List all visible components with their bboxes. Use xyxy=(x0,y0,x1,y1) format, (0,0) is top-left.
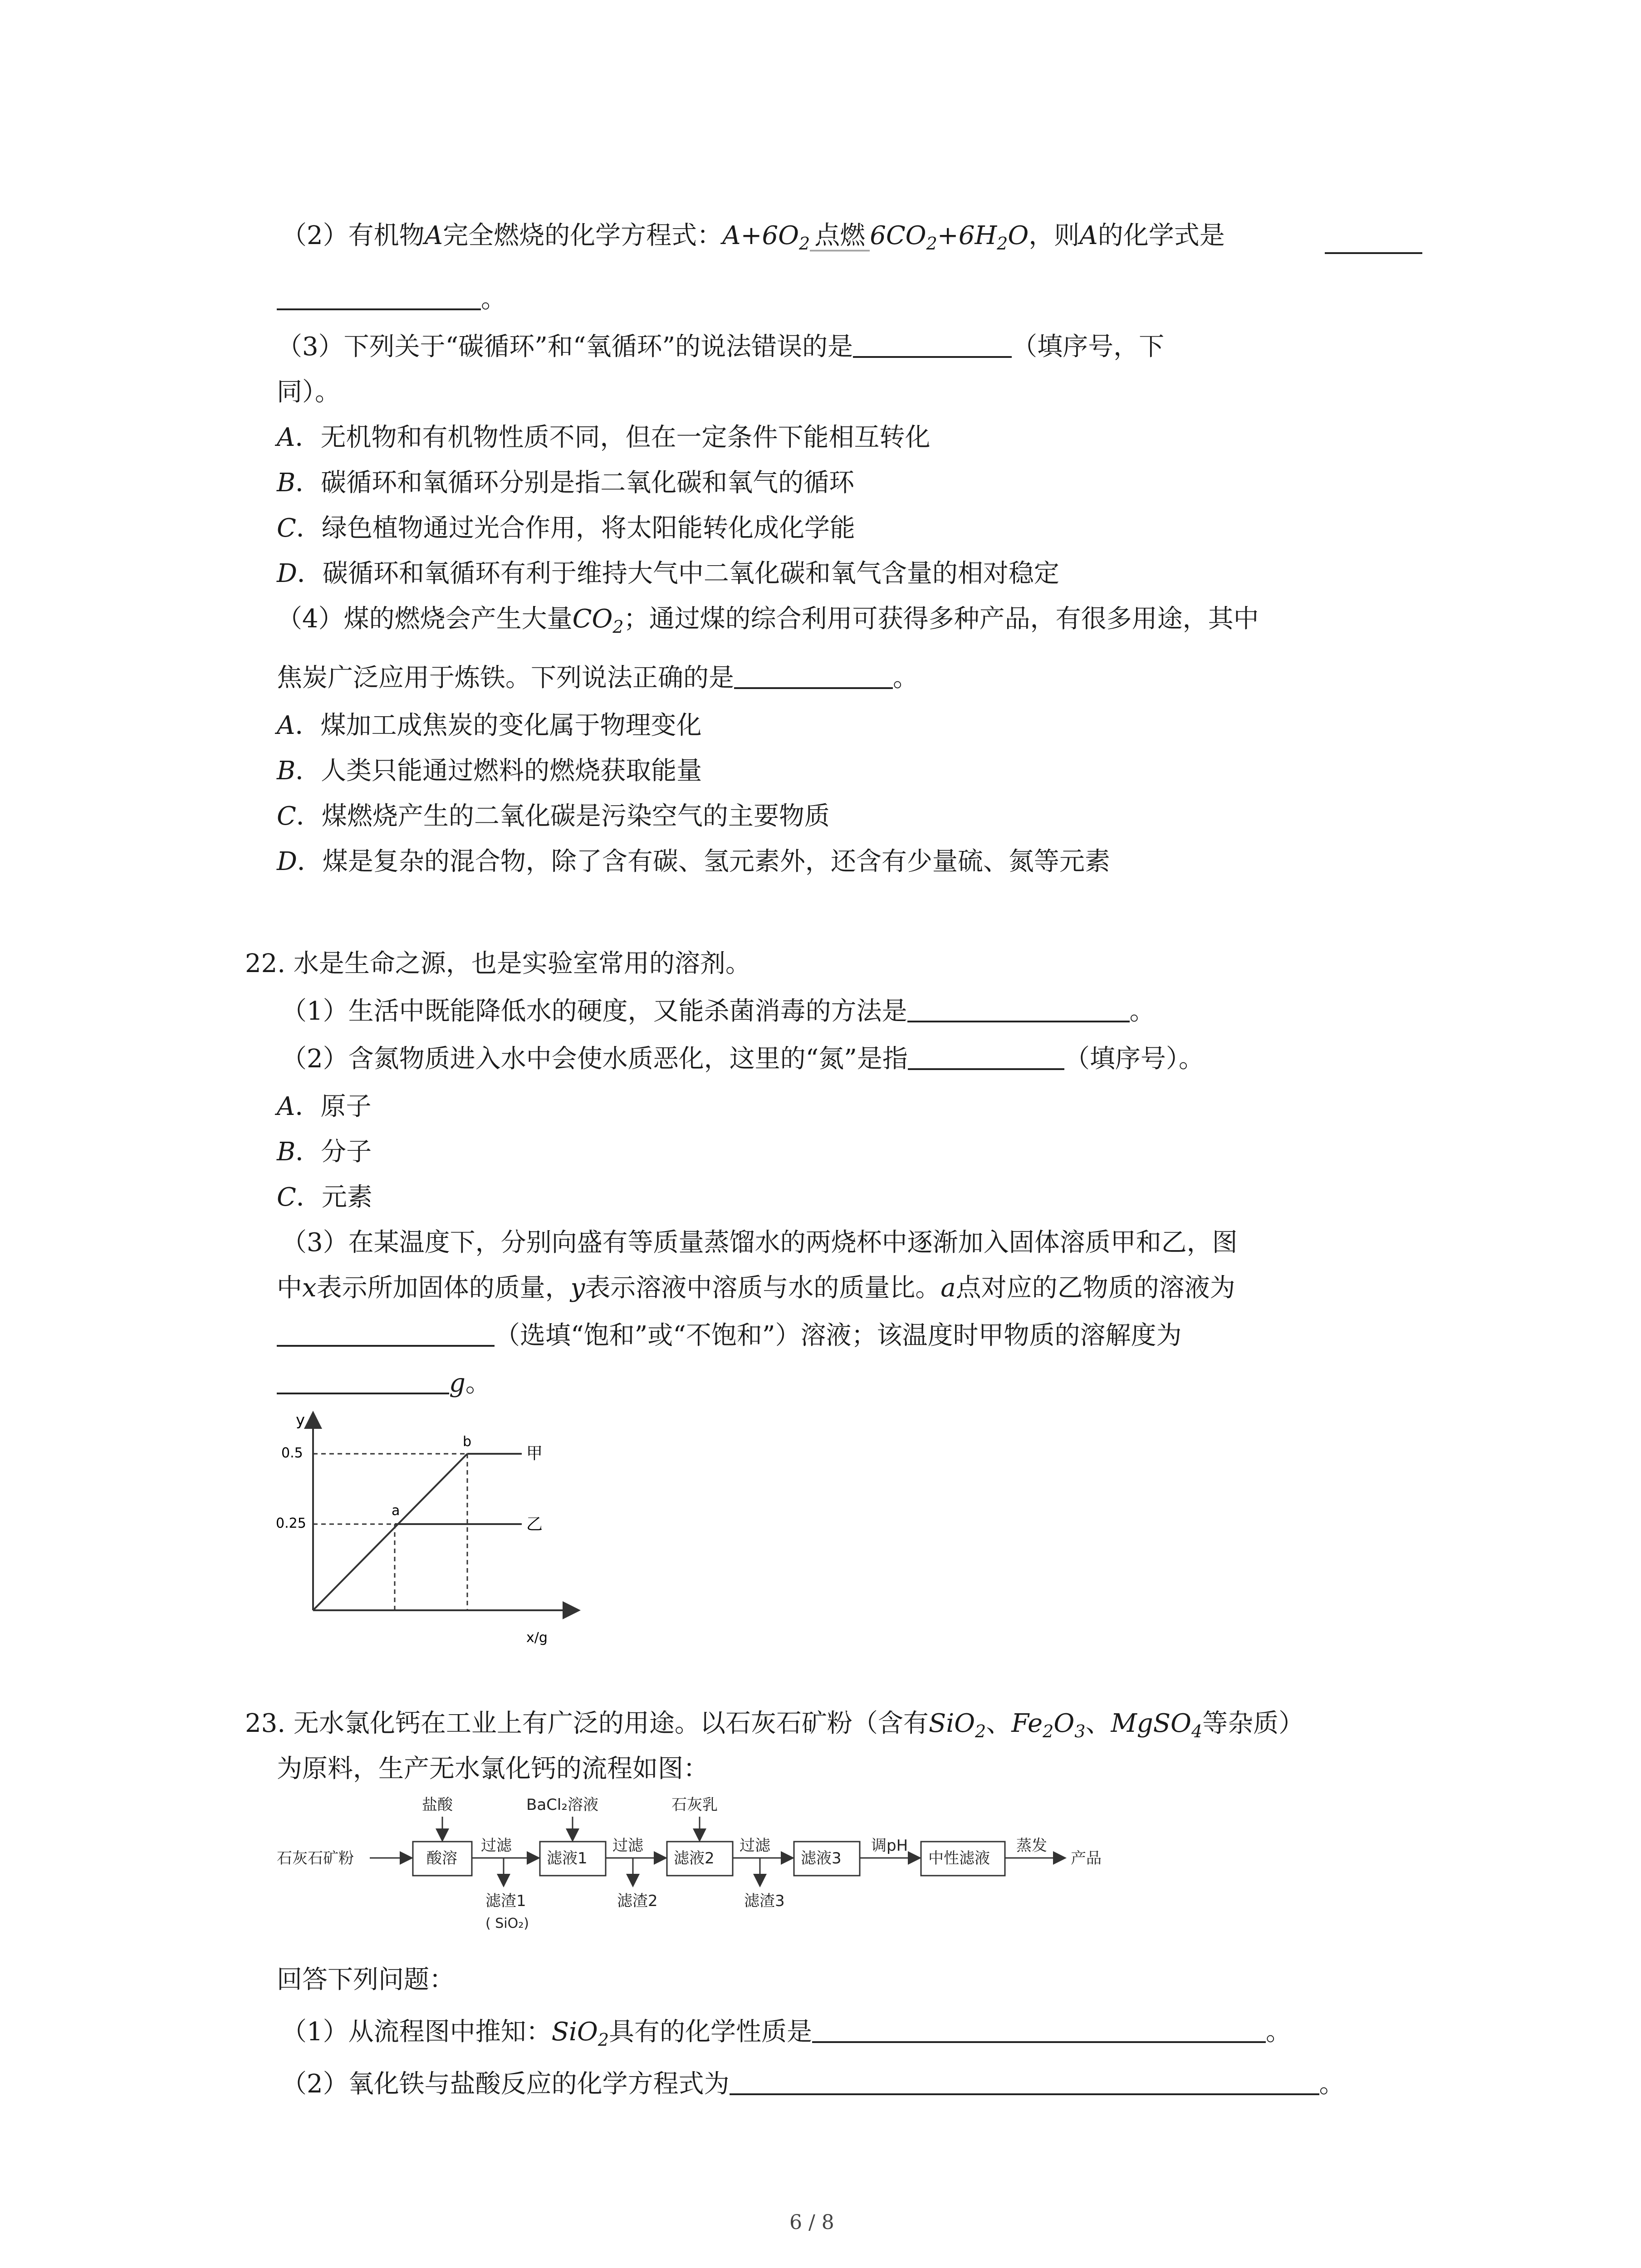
tick-label-0.25: 0.25 xyxy=(276,1515,306,1531)
q23-stem: 23. 无水氯化钙在工业上有广泛的用途。以石灰石矿粉（含有SiO$_2$、$Fe_2O_3$、MgSO$_4$等杂质） xyxy=(245,1709,1304,1741)
q21-p4-option-c: C．煤燃烧产生的二氧化碳是污染空气的主要物质 xyxy=(277,802,830,831)
answer-blank[interactable] xyxy=(812,2016,1266,2043)
flow-op-label: 蒸发 xyxy=(1016,1837,1047,1855)
q21-p3-option-b: B．碳循环和氧循环分别是指二氧化碳和氧气的循环 xyxy=(277,468,855,498)
answer-blank[interactable] xyxy=(1325,227,1422,254)
q22-option-c: C．元素 xyxy=(277,1183,372,1212)
q21-part3: （3）下列关于“碳循环”和“氧循环”的说法错误的是 （填序号，下 xyxy=(277,329,1164,365)
q21-p3-option-a: A．无机物和有机物性质不同，但在一定条件下能相互转化 xyxy=(277,423,931,452)
rising-line xyxy=(313,1454,467,1610)
series-jia-label: 甲 xyxy=(526,1444,543,1463)
flow-box-label: 滤液2 xyxy=(674,1849,715,1867)
solubility-graph xyxy=(263,1411,590,1660)
answer-blank[interactable] xyxy=(907,995,1130,1022)
flow-output-label: 滤渣1 xyxy=(485,1892,526,1910)
flow-end-label: 产品 xyxy=(1071,1849,1102,1867)
answer-blank[interactable] xyxy=(277,1367,449,1394)
q22-part3: （3）在某温度下，分别向盛有等质量蒸馏水的两烧杯中逐渐加入固体溶质甲和乙，图 xyxy=(281,1228,1238,1257)
flow-op-label: 调pH xyxy=(871,1837,908,1855)
q23-part2: （2）氧化铁与盐酸反应的化学方程式为 。 xyxy=(281,2066,1345,2102)
q21-part2: （2）有机物A完全燃烧的化学方程式：$A+6O_2$ 点燃 $6CO_2+6H_2O$，则A的化学式是 xyxy=(281,218,1225,254)
q21-p3-option-c: C．绿色植物通过光合作用，将太阳能转化成化学能 xyxy=(277,513,855,543)
equation-right: $6CO_2+6H_2O$ xyxy=(870,221,1029,254)
q23-part1: （1）从流程图中推知：SiO$_2$具有的化学性质是 。 xyxy=(281,2014,1291,2050)
q22-option-b: B．分子 xyxy=(277,1137,372,1167)
q21-part3-cont: 同）。 xyxy=(277,377,340,407)
q22-part3-line4: g。 xyxy=(277,1365,491,1402)
q21-p3-option-d: D．碳循环和氧循环有利于维持大气中二氧化碳和氧气含量的相对稳定 xyxy=(277,559,1059,588)
q21-p4-option-a: A．煤加工成焦炭的变化属于物理变化 xyxy=(277,711,702,740)
tick-label-0.5: 0.5 xyxy=(281,1445,303,1461)
flow-box-label: 酸溶 xyxy=(426,1849,457,1867)
q23-stem-line2: 为原料，生产无水氯化钙的流程如图： xyxy=(277,1754,709,1784)
answer-blank[interactable] xyxy=(734,662,893,689)
equation-left: $A+6O_2$ xyxy=(722,221,810,254)
q22-option-a: A．原子 xyxy=(277,1092,372,1121)
answer-blank[interactable] xyxy=(853,331,1012,358)
answer-blank[interactable] xyxy=(908,1043,1064,1070)
q22-part2: （2）含氮物质进入水中会使水质恶化，这里的“氮”是指 （填序号）。 xyxy=(281,1041,1204,1077)
flow-box-label: 滤液3 xyxy=(801,1849,842,1867)
flow-op-label: 过滤 xyxy=(612,1837,643,1855)
x-axis-label: x/g xyxy=(526,1630,548,1646)
page-number: 6 / 8 xyxy=(789,2211,834,2234)
answer-blank[interactable] xyxy=(277,283,481,310)
q23-answer-prompt: 回答下列问题： xyxy=(277,1965,455,1994)
q22-part3-line2: 中x表示所加固体的质量，y表示溶液中溶质与水的质量比。a点对应的乙物质的溶液为 xyxy=(277,1273,1235,1303)
flow-output-label: 滤渣2 xyxy=(617,1892,658,1910)
answer-blank[interactable] xyxy=(277,1320,495,1347)
reaction-condition: 点燃 xyxy=(810,218,870,254)
q21-p4-option-d: D．煤是复杂的混合物，除了含有碳、氢元素外，还含有少量硫、氮等元素 xyxy=(277,847,1110,876)
flow-output-label: 滤渣3 xyxy=(744,1892,785,1910)
y-axis-label: y xyxy=(296,1411,305,1429)
flow-input-label: 石灰乳 xyxy=(671,1796,718,1814)
flow-input-label: 盐酸 xyxy=(422,1796,453,1814)
point-a-label: a xyxy=(392,1503,400,1519)
flow-op-label: 过滤 xyxy=(481,1837,512,1855)
process-flow-diagram xyxy=(272,1792,1161,1955)
point-b-label: b xyxy=(463,1434,472,1450)
q22-stem: 22. 水是生命之源，也是实验室常用的溶剂。 xyxy=(245,949,751,978)
answer-blank[interactable] xyxy=(730,2068,1319,2095)
q22-part3-line3: （选填“饱和”或“不饱和”）溶液；该温度时甲物质的溶解度为 xyxy=(277,1318,1182,1354)
flow-box-label: 中性滤液 xyxy=(928,1849,990,1867)
flow-output-note: ( SiO₂) xyxy=(485,1916,529,1931)
q21-part2-cont: 。 xyxy=(277,281,506,318)
series-yi-label: 乙 xyxy=(526,1515,543,1534)
flow-box-label: 滤液1 xyxy=(547,1849,588,1867)
q21-p4-option-b: B．人类只能通过燃料的燃烧获取能量 xyxy=(277,756,702,786)
flow-op-label: 过滤 xyxy=(740,1837,770,1855)
flow-start-label: 石灰石矿粉 xyxy=(277,1849,354,1867)
q22-part1: （1）生活中既能降低水的硬度，又能杀菌消毒的方法是 。 xyxy=(281,993,1155,1030)
q21-part4: （4）煤的燃烧会产生大量$CO_2$；通过煤的综合利用可获得多种产品，有很多用途，其中 xyxy=(277,604,1259,637)
q21-part4-cont: 焦炭广泛应用于炼铁。下列说法正确的是 。 xyxy=(277,660,918,696)
flow-input-label: BaCl₂溶液 xyxy=(526,1796,598,1814)
